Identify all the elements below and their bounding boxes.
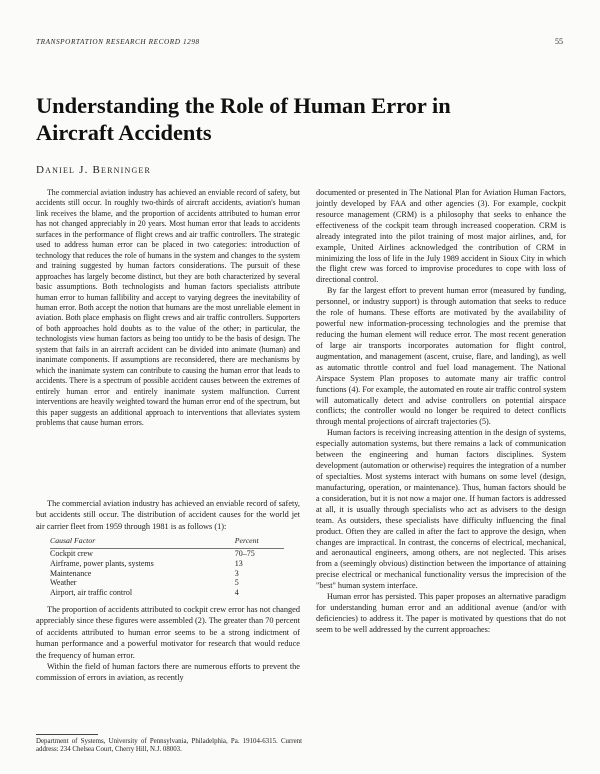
table-header-row (50, 536, 284, 548)
intro-paragraph: The commercial aviation industry has achieved an enviable record of safety, but accidents still occur. The distribution of accident causes for the world jet air carrier fleet from 1959 through 1981 is as follows (1): (36, 499, 300, 531)
table-row (50, 549, 284, 559)
article-title: Understanding the Role of Human Error in Aircraft Accidents (36, 93, 451, 145)
author-name: Daniel J. Berninger (36, 164, 152, 176)
table-cell-factor: Maintenance (50, 568, 92, 578)
abstract (36, 188, 300, 428)
table-row (50, 578, 284, 588)
running-head: TRANSPORTATION RESEARCH RECORD 1298 (36, 38, 200, 46)
abstract-paragraph: The commercial aviation industry has achieved an enviable record of safety, but accidents still occur. In roughly two-thirds of aircraft accidents, aviation's human link receives the blame, and the proportion of accidents attributed to human error has not changed appreciably in 20 years. Most human error that leads to accidents surfaces in the performance of flight crews and air traffic controllers. The strategic used to address human error can be placed in two categories: introduction of technology that reduces the role of humans in the system and changes to the system and training suggested by human factors considerations. The pursuit of these approaches has largely become distinct, but they are both characterized by several basic assumptions. Both technologists and human factors specialists attribute human error to human fallibility and accept to varying degrees the inevitability of human error. Both accept the notion that humans are the most unreliable element in aviation. Both place emphasis on flight crews and air traffic controllers. Supporters of both approaches hold doubts as to the value of the other; in particular, the technologists view human factors as being too untidy to be the basis of design. The system that fails in an aircraft accident can be divided into animate (human) and inanimate components. If assumptions are reconsidered, there are mechanisms by which the inanimate system can contribute to causing the human error that leads to accidents. There is a spectrum of possible accident causes between the extremes of entirely human error and entirely inanimate system malfunction. Current interventions are heavily weighted toward the human error end of the spectrum, but this paper suggests an additional approach to interventions that alleviates system problems that cause human errors. (36, 188, 300, 427)
body-paragraph: Human error has persisted. This paper proposes an alternative paradigm for understanding human error and an additional avenue (and/or with deficiencies) to address it. The paper is motivated by questions that do not seem to be well addressed by the current approaches: (316, 592, 566, 634)
table-cell-percent: 13 (234, 558, 243, 568)
body-paragraph: The proportion of accidents attributed to cockpit crew error has not changed appreciably since these figures were assembled (2). The greater than 70 percent of accidents attributed to human error seems to be a strong indictment of human performance and a powerful motivator for research that would reduce the frequency of human error. (36, 605, 300, 660)
table-cell-factor: Weather (50, 578, 77, 588)
table-header-causal-factor: Causal Factor (50, 536, 195, 548)
table-cell-percent: 4 (234, 588, 239, 598)
author-affiliation-footnote: Department of Systems, University of Pennsylvania, Philadelphia, Pa. 19104-6315. Current address: 234 Chelsea Court, Cherry Hill, N.J. 08003. (36, 738, 302, 754)
page-number: 55 (555, 37, 563, 46)
table-cell-percent: 70–75 (234, 549, 255, 559)
body-paragraph: Within the field of human factors there are numerous efforts to prevent the commission of errors in aviation, as recently (36, 662, 300, 683)
left-column-body (36, 498, 300, 684)
table-row (50, 588, 284, 598)
right-column-body (316, 188, 566, 636)
table-header-percent: Percent (195, 536, 284, 548)
table-row (50, 569, 284, 579)
table-row (50, 559, 284, 569)
footnote-rule (36, 734, 98, 735)
body-paragraph: By far the largest effort to prevent human error (measured by funding, personnel, or industry support) is through automation that seeks to reduce the role of humans. These efforts are motivated by the availability of powerful new information-processing technologies and the premise that reducing the human element will reduce error. The most recent generation of large air transports incorporates automation for flight control, augmentation, and management (ascent, cruise, flare, and landing), as well as automatic throttle control and fuel load management. The National Airspace System Plan proposes to automate many air traffic control functions (4). For example, the automated en route air traffic control system will automatically detect and advise controllers on potential airspace conflicts; the controller would no longer be required to detect conflicts through mental projections of aircraft trajectories (5). (316, 286, 566, 427)
accident-causes-table (50, 536, 284, 598)
body-paragraph: documented or presented in The National Plan for Aviation Human Factors, jointly developed by FAA and other agencies (3). For example, cockpit resource management (CRM) is a philosophy that seeks to enhance the effectiveness of the cockpit team through increased cooperation. CRM is already integrated into the pilot training of most major airlines, and, for example, United Airlines acknowledged the contribution of CRM in minimizing the loss of life in the July 1989 accident in Sioux City in which the flight crew was forced to improvise procedures to cope with loss of directional control. (316, 188, 566, 285)
table-cell-factor: Cockpit crew (50, 549, 93, 559)
table-cell-factor: Airframe, power plants, systems (50, 558, 154, 568)
table-cell-factor: Airport, air traffic control (50, 588, 133, 598)
body-paragraph: Human factors is receiving increasing attention in the design of systems, especially automation systems, but there remains a lack of communication between the engineering and human factors disciplines. System development (automation or otherwise) requires the integration of a number of specialties. Most systems interact with humans on some level (design, manufacturing, operation, or maintenance). Thus, human factors should be a consideration, but it is not now a major one. If human factors is addressed at all, it is usually through specialists who act as advisers to the design team. As outsiders, these specialists have difficulty influencing the final product. Often they are called in after the fact to approve the design, when changes are impractical. In contrast, the concerns of electrical, mechanical, and aeronautical engineers, among others, are not neglected. This arises from a (seemingly obvious) distinction between the importance of attaining precise electrical or mechanical functionality versus the imprecision of the "best" human system interface. (316, 428, 566, 591)
table-cell-percent: 5 (234, 578, 239, 588)
table-cell-percent: 3 (234, 568, 239, 578)
